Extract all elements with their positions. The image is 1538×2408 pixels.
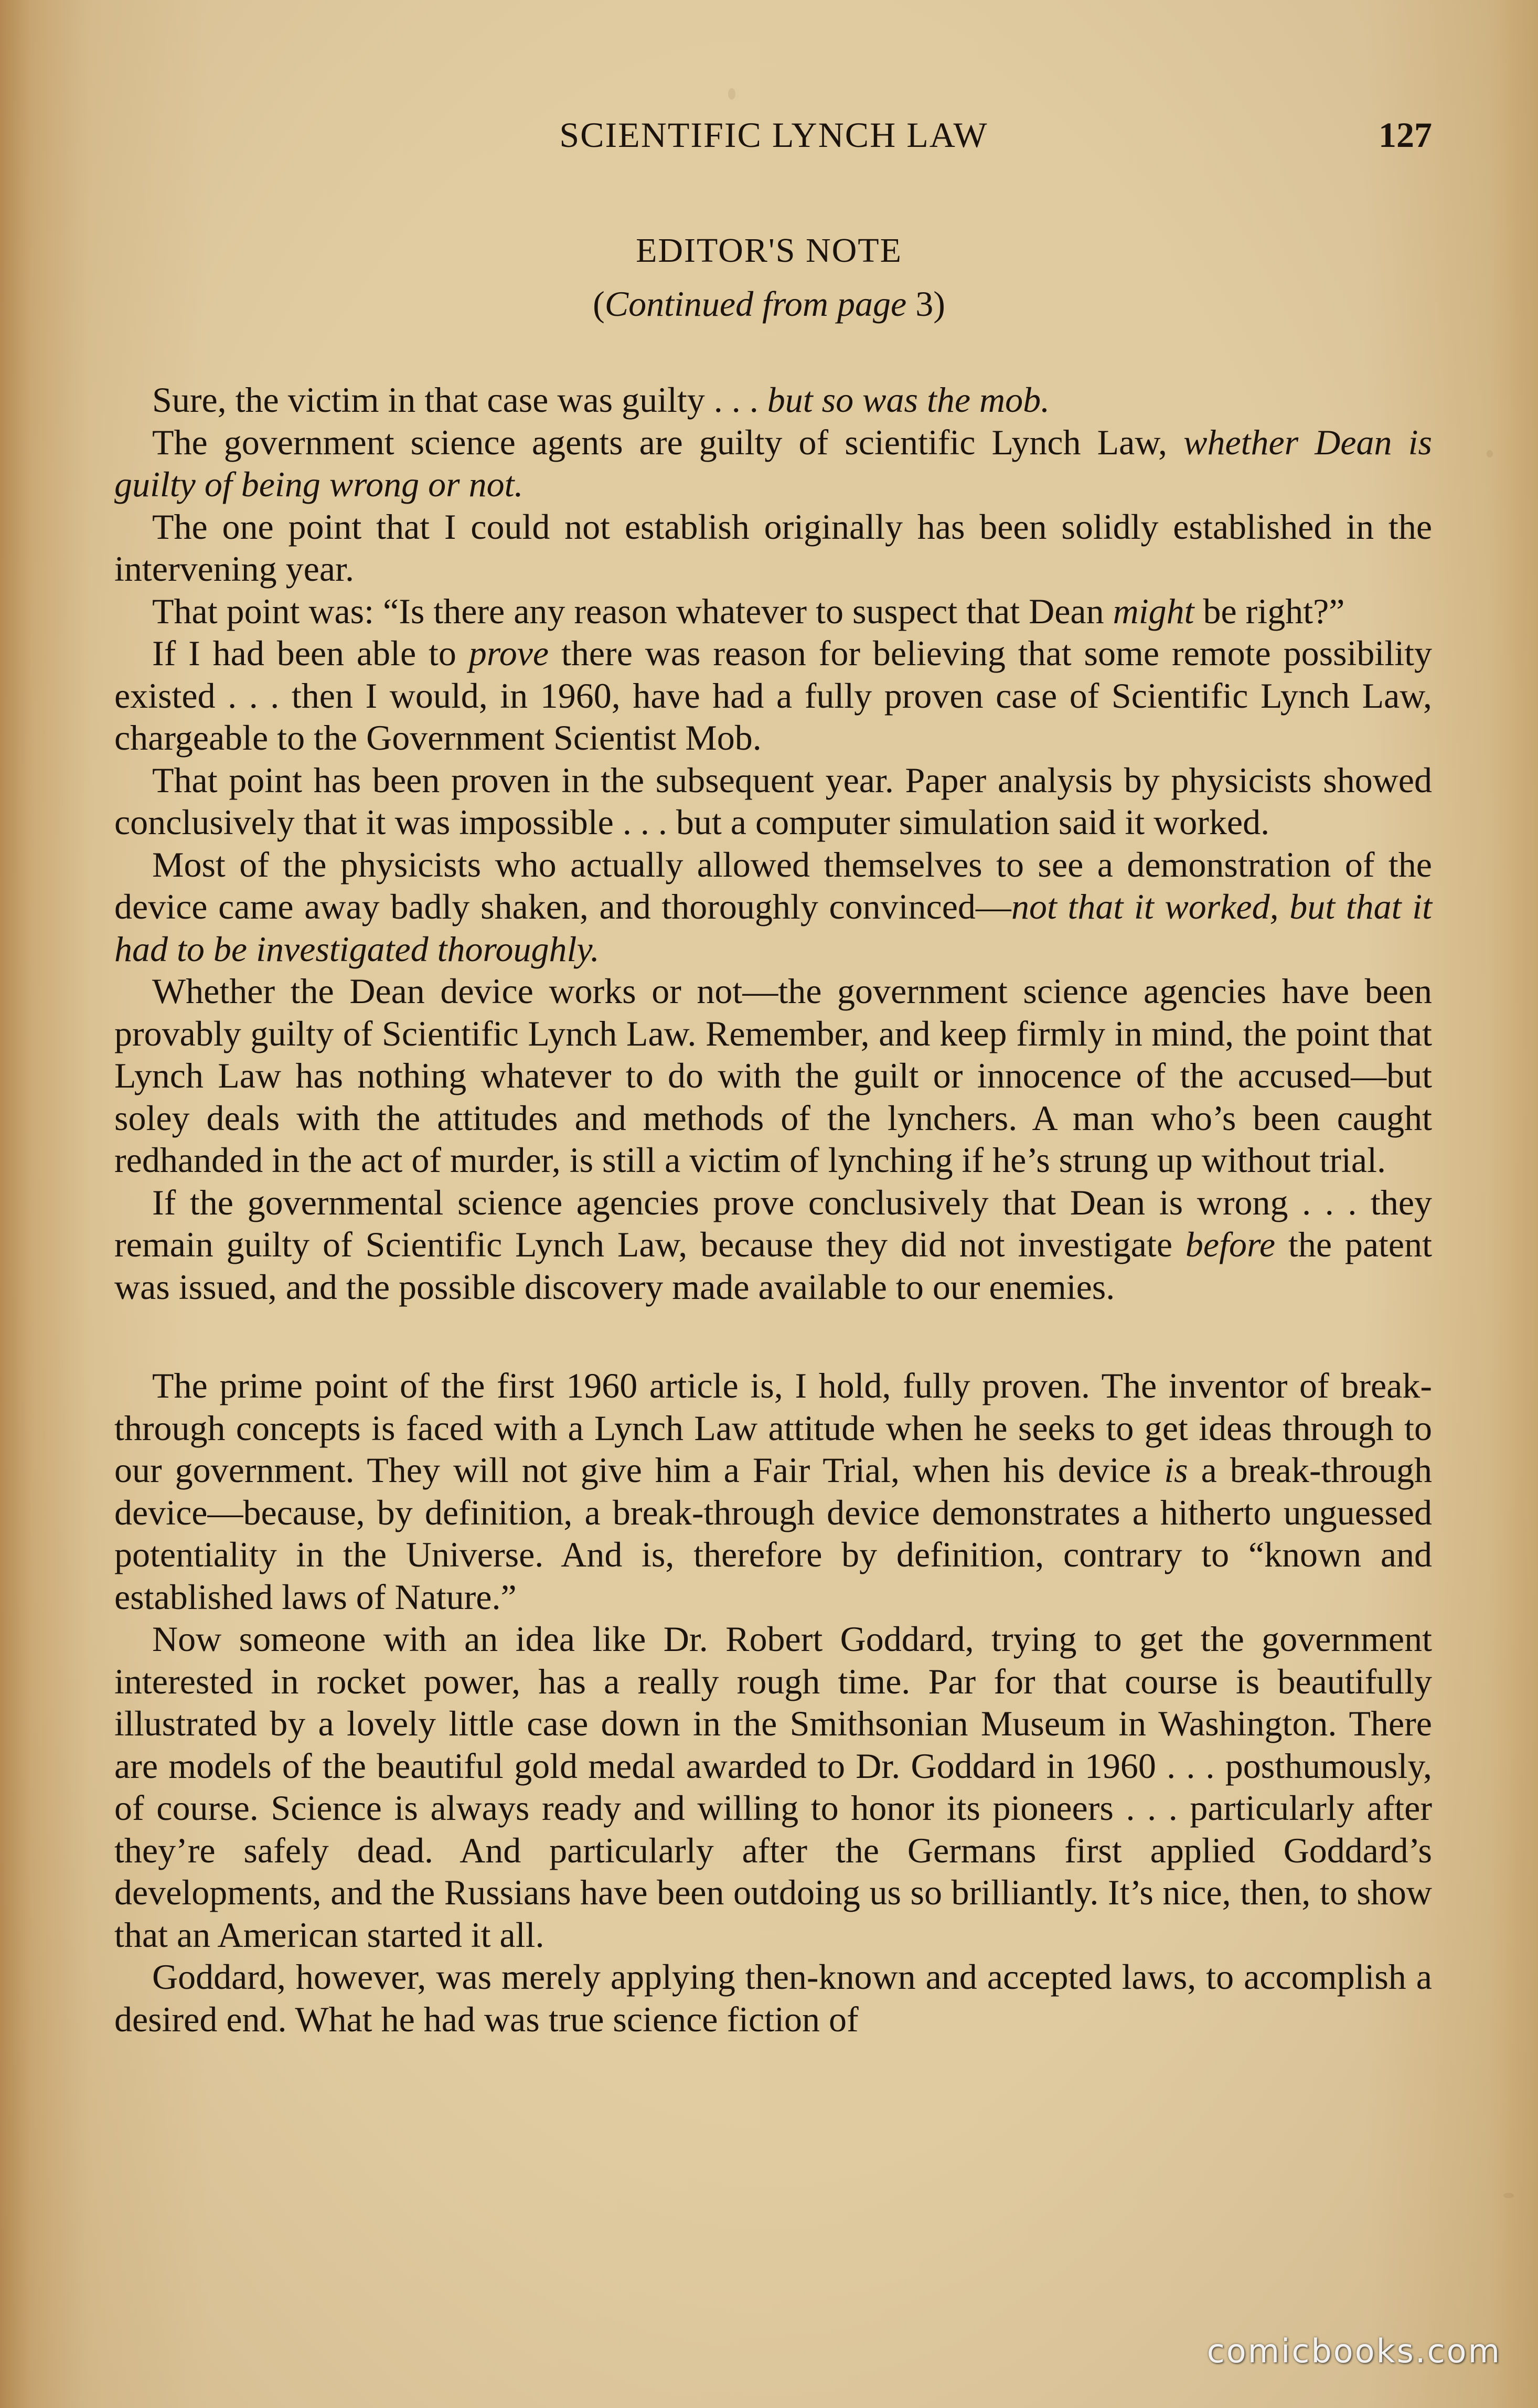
text-run: Sure, the victim in that case was guilty . . . (152, 380, 767, 420)
paragraph-11 (114, 1618, 1432, 1956)
paper-stain (1487, 450, 1493, 457)
text-run: If I had been able to (152, 633, 469, 673)
text-run: That point has been proven in the subsequent year. Paper analysis by physicists showed conclusively that it was impossible . . . but a computer simulation said it worked. (114, 760, 1432, 842)
text-run: If the governmental science agencies prove conclusively that Dean is wrong . . . they remain guilty of Scientific Lynch Law, because they did not investigate (114, 1182, 1432, 1264)
italic-run: whether Dean is guilty of being wrong or not. (114, 422, 1432, 504)
running-head: SCIENTIFIC LYNCH LAW (559, 115, 988, 155)
italic-run: prove (468, 633, 549, 673)
article-body (114, 379, 1432, 2040)
text-run: Whether the Dean device works or not—the government science agencies have been provably guilty of Scientific Lynch Law. Remember, and keep firmly in mind, the point that Lynch Law has nothing whatever to do with the guilt or innocence of the accused—but soley deals with the attitudes and methods of the lynchers. A man who’s been caught redhanded in the act of murder, is still a victim of lynching if he’s strung up without trial. (114, 971, 1432, 1180)
text-run: The one point that I could not establish originally has been solidly established in the intervening year. (114, 506, 1432, 589)
text-run: be right?” (1194, 591, 1345, 631)
text-run: the patent was issued, and the possible discovery made available to our enemies. (114, 1224, 1432, 1307)
paragraph-8 (114, 970, 1432, 1181)
paragraph-3 (114, 506, 1432, 590)
paragraph-2 (114, 421, 1432, 506)
paper-stain (1503, 2193, 1514, 2198)
paragraph-7 (114, 844, 1432, 971)
section-break (114, 1308, 1432, 1365)
paragraph-10 (114, 1365, 1432, 1618)
paper-stain (728, 88, 735, 100)
italic-run: not that it worked, but that it had to be investigated thoroughly. (114, 887, 1433, 969)
continued-text: Continued from page (604, 284, 907, 324)
continued-open: ( (593, 284, 605, 324)
page-number: 127 (1379, 115, 1432, 155)
italic-run: is (1164, 1450, 1188, 1490)
text-run: a break-through device—because, by definition, a break-through device demonstrates a hitherto unguessed potentiality in the Universe. And is, therefore by definition, contrary to “known and established laws of Nature.” (114, 1450, 1432, 1617)
page-header (115, 114, 1432, 167)
paragraph-12 (114, 1956, 1432, 2040)
text-run: Most of the physicists who actually allowed themselves to see a demonstration of the device came away badly shaken, and thoroughly convinced— (114, 844, 1432, 926)
paragraph-4 (114, 590, 1432, 633)
continued-line (0, 283, 1538, 325)
editors-note-title: EDITOR'S NOTE (636, 231, 902, 270)
text-run: The government science agents are guilty of scientific Lynch Law, (152, 422, 1184, 462)
paragraph-1 (114, 379, 1432, 421)
watermark: comicbooks.com (1206, 2332, 1501, 2370)
continued-page: 3) (906, 284, 945, 324)
italic-run: but so was the mob. (767, 380, 1050, 420)
italic-run: before (1185, 1224, 1276, 1264)
text-run: Goddard, however, was merely applying then-known and accepted laws, to accomplish a desired end. What he had was true science fiction of (114, 1957, 1432, 2039)
text-run: The prime point of the first 1960 article is, I hold, fully proven. The inventor of break-through concepts is faced with a Lynch Law attitude when he seeks to get ideas through to our government. They will not give him a Fair Trial, when his device (114, 1366, 1432, 1490)
text-run: That point was: “Is there any reason whatever to suspect that Dean (152, 591, 1113, 631)
paragraph-5 (114, 632, 1432, 759)
paragraph-9 (114, 1181, 1432, 1308)
text-run: Now someone with an idea like Dr. Robert Goddard, trying to get the government interested in rocket power, has a really rough time. Par for that course is beautifully illustrated by a lovely little case down in the Smithsonian Museum in Washington. There are models of the beautiful gold medal awarded to Dr. Goddard in 1960 . . . posthumously, of course. Science is always ready and willing to honor its pioneers . . . particularly after they’re safely dead. And particularly after the Germans first applied Goddard’s developments, and the Russians have been outdoing us so brilliantly. It’s nice, then, to show that an American started it all. (114, 1619, 1432, 1955)
paragraph-6 (114, 759, 1432, 844)
italic-run: might (1113, 591, 1194, 631)
text-run: there was reason for believing that some remote possibility existed . . . then I would, in 1960, have had a fully proven case of Scientific Lynch Law, chargeable to the Government Scientist Mob. (114, 633, 1432, 758)
